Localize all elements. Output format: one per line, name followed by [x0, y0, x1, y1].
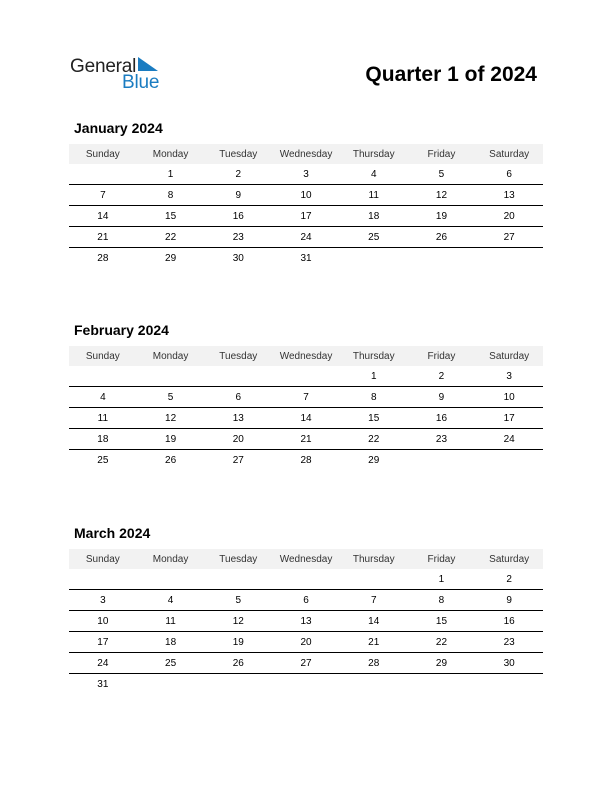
day-cell: 14 — [300, 412, 312, 424]
day-cell: 19 — [232, 636, 244, 648]
day-cell: 23 — [232, 231, 244, 243]
day-cell: 3 — [506, 370, 512, 382]
weekday-header: Thursday — [352, 148, 395, 160]
week-row — [69, 632, 543, 653]
month-calendar — [69, 322, 543, 470]
day-cell: 1 — [167, 168, 174, 180]
week-row — [69, 611, 543, 632]
day-cell: 11 — [368, 189, 379, 201]
day-cell: 19 — [165, 433, 177, 445]
week-row — [69, 366, 543, 387]
day-cell: 29 — [435, 657, 448, 669]
day-cell: 9 — [506, 594, 512, 606]
day-cell: 23 — [503, 636, 515, 648]
day-cell: 2 — [235, 168, 242, 180]
day-cell: 18 — [368, 210, 380, 222]
week-row — [69, 206, 543, 227]
day-cell: 23 — [435, 433, 448, 445]
day-cell: 21 — [97, 231, 109, 243]
week-row — [69, 674, 543, 694]
day-cell: 4 — [370, 168, 377, 180]
day-cell: 2 — [506, 573, 512, 585]
day-cell: 12 — [435, 189, 448, 201]
day-cell: 28 — [300, 454, 312, 466]
weekday-header-row — [69, 549, 543, 569]
day-cell: 4 — [167, 594, 174, 606]
day-cell: 10 — [97, 615, 109, 627]
weekday-header: Monday — [152, 350, 189, 362]
week-row — [69, 227, 543, 248]
day-cell: 25 — [165, 657, 177, 669]
day-cell: 25 — [368, 231, 380, 243]
day-cell: 5 — [167, 391, 174, 403]
day-cell: 3 — [100, 594, 106, 606]
day-cell: 25 — [97, 454, 109, 466]
week-row — [69, 408, 543, 429]
day-cell: 20 — [232, 433, 244, 445]
weekday-header: Saturday — [489, 350, 530, 362]
brand-logo — [70, 56, 170, 92]
weekday-header: Saturday — [489, 553, 530, 565]
day-cell: 5 — [438, 168, 445, 180]
day-cell: 10 — [503, 391, 515, 403]
week-row — [69, 164, 543, 185]
day-cell: 21 — [300, 433, 312, 445]
day-cell: 15 — [165, 210, 177, 222]
day-cell: 8 — [167, 189, 174, 201]
weekday-header: Tuesday — [219, 553, 258, 565]
day-cell: 3 — [303, 168, 309, 180]
day-cell: 13 — [300, 615, 312, 627]
day-cell: 6 — [303, 594, 309, 606]
day-cell: 16 — [435, 412, 448, 424]
weekday-header: Monday — [152, 148, 189, 160]
day-cell: 6 — [235, 391, 242, 403]
day-cell: 11 — [165, 615, 176, 627]
week-row — [69, 429, 543, 450]
weekday-header: Friday — [427, 350, 456, 362]
weekday-header: Sunday — [85, 148, 120, 160]
day-cell: 9 — [235, 189, 242, 201]
day-cell: 28 — [368, 657, 380, 669]
day-cell: 31 — [300, 252, 312, 264]
day-cell: 1 — [438, 573, 445, 585]
day-cell: 26 — [165, 454, 177, 466]
weekday-header: Wednesday — [279, 553, 333, 565]
day-cell: 2 — [438, 370, 445, 382]
day-cell: 27 — [300, 657, 312, 669]
weekday-header: Monday — [152, 553, 189, 565]
day-cell: 29 — [165, 252, 177, 264]
day-cell: 24 — [97, 657, 109, 669]
weekday-header-row — [69, 144, 543, 164]
day-cell: 22 — [368, 433, 380, 445]
weekday-header: Thursday — [352, 553, 395, 565]
day-cell: 16 — [503, 615, 515, 627]
day-cell: 10 — [300, 189, 312, 201]
day-cell: 13 — [503, 189, 515, 201]
day-cell: 16 — [232, 210, 244, 222]
day-cell: 11 — [97, 412, 109, 424]
weekday-header: Sunday — [85, 553, 120, 565]
day-cell: 7 — [100, 189, 106, 201]
month-title: February 2024 — [74, 322, 169, 338]
weekday-header: Tuesday — [219, 148, 258, 160]
month-title: March 2024 — [74, 525, 151, 541]
day-cell: 12 — [165, 412, 177, 424]
weekday-header: Friday — [427, 148, 456, 160]
day-cell: 1 — [370, 370, 377, 382]
day-cell: 30 — [503, 657, 515, 669]
day-cell: 14 — [97, 210, 109, 222]
day-cell: 13 — [232, 412, 244, 424]
day-cell: 27 — [232, 454, 244, 466]
day-cell: 22 — [165, 231, 177, 243]
weekday-header: Wednesday — [279, 148, 333, 160]
day-cell: 12 — [232, 615, 244, 627]
brand-word-blue: Blue — [122, 72, 160, 93]
day-cell: 17 — [503, 412, 515, 424]
page-title: Quarter 1 of 2024 — [365, 63, 537, 86]
day-cell: 24 — [300, 231, 312, 243]
day-cell: 7 — [303, 391, 309, 403]
month-calendar — [69, 120, 543, 268]
week-row — [69, 569, 543, 590]
weekday-header: Saturday — [489, 148, 530, 160]
day-cell: 26 — [435, 231, 448, 243]
day-cell: 28 — [97, 252, 109, 264]
day-cell: 15 — [368, 412, 380, 424]
day-cell: 7 — [370, 594, 377, 606]
day-cell: 15 — [435, 615, 448, 627]
day-cell: 5 — [235, 594, 242, 606]
day-cell: 8 — [438, 594, 445, 606]
week-row — [69, 248, 543, 268]
day-cell: 29 — [368, 454, 380, 466]
weekday-header: Sunday — [85, 350, 120, 362]
day-cell: 20 — [300, 636, 312, 648]
day-cell: 17 — [300, 210, 312, 222]
month-calendar — [69, 525, 543, 694]
day-cell: 4 — [100, 391, 106, 403]
day-cell: 21 — [368, 636, 380, 648]
day-cell: 30 — [232, 252, 244, 264]
triangle-flag-icon — [136, 57, 160, 73]
day-cell: 19 — [435, 210, 448, 222]
brand-word-general: General — [70, 56, 137, 77]
day-cell: 27 — [503, 231, 515, 243]
day-cell: 17 — [97, 636, 109, 648]
day-cell: 26 — [232, 657, 244, 669]
weekday-header: Friday — [427, 553, 456, 565]
week-row — [69, 450, 543, 470]
week-row — [69, 185, 543, 206]
weekday-header-row — [69, 346, 543, 366]
day-cell: 9 — [438, 391, 445, 403]
day-cell: 18 — [165, 636, 177, 648]
day-cell: 8 — [370, 391, 377, 403]
day-cell: 14 — [368, 615, 380, 627]
day-cell: 18 — [97, 433, 109, 445]
day-cell: 6 — [506, 168, 512, 180]
day-cell: 22 — [435, 636, 448, 648]
weekday-header: Thursday — [352, 350, 395, 362]
week-row — [69, 387, 543, 408]
week-row — [69, 653, 543, 674]
day-cell: 24 — [503, 433, 515, 445]
day-cell: 20 — [503, 210, 515, 222]
month-title: January 2024 — [74, 120, 163, 136]
week-row — [69, 590, 543, 611]
weekday-header: Wednesday — [279, 350, 333, 362]
weekday-header: Tuesday — [219, 350, 258, 362]
day-cell: 31 — [97, 678, 109, 690]
